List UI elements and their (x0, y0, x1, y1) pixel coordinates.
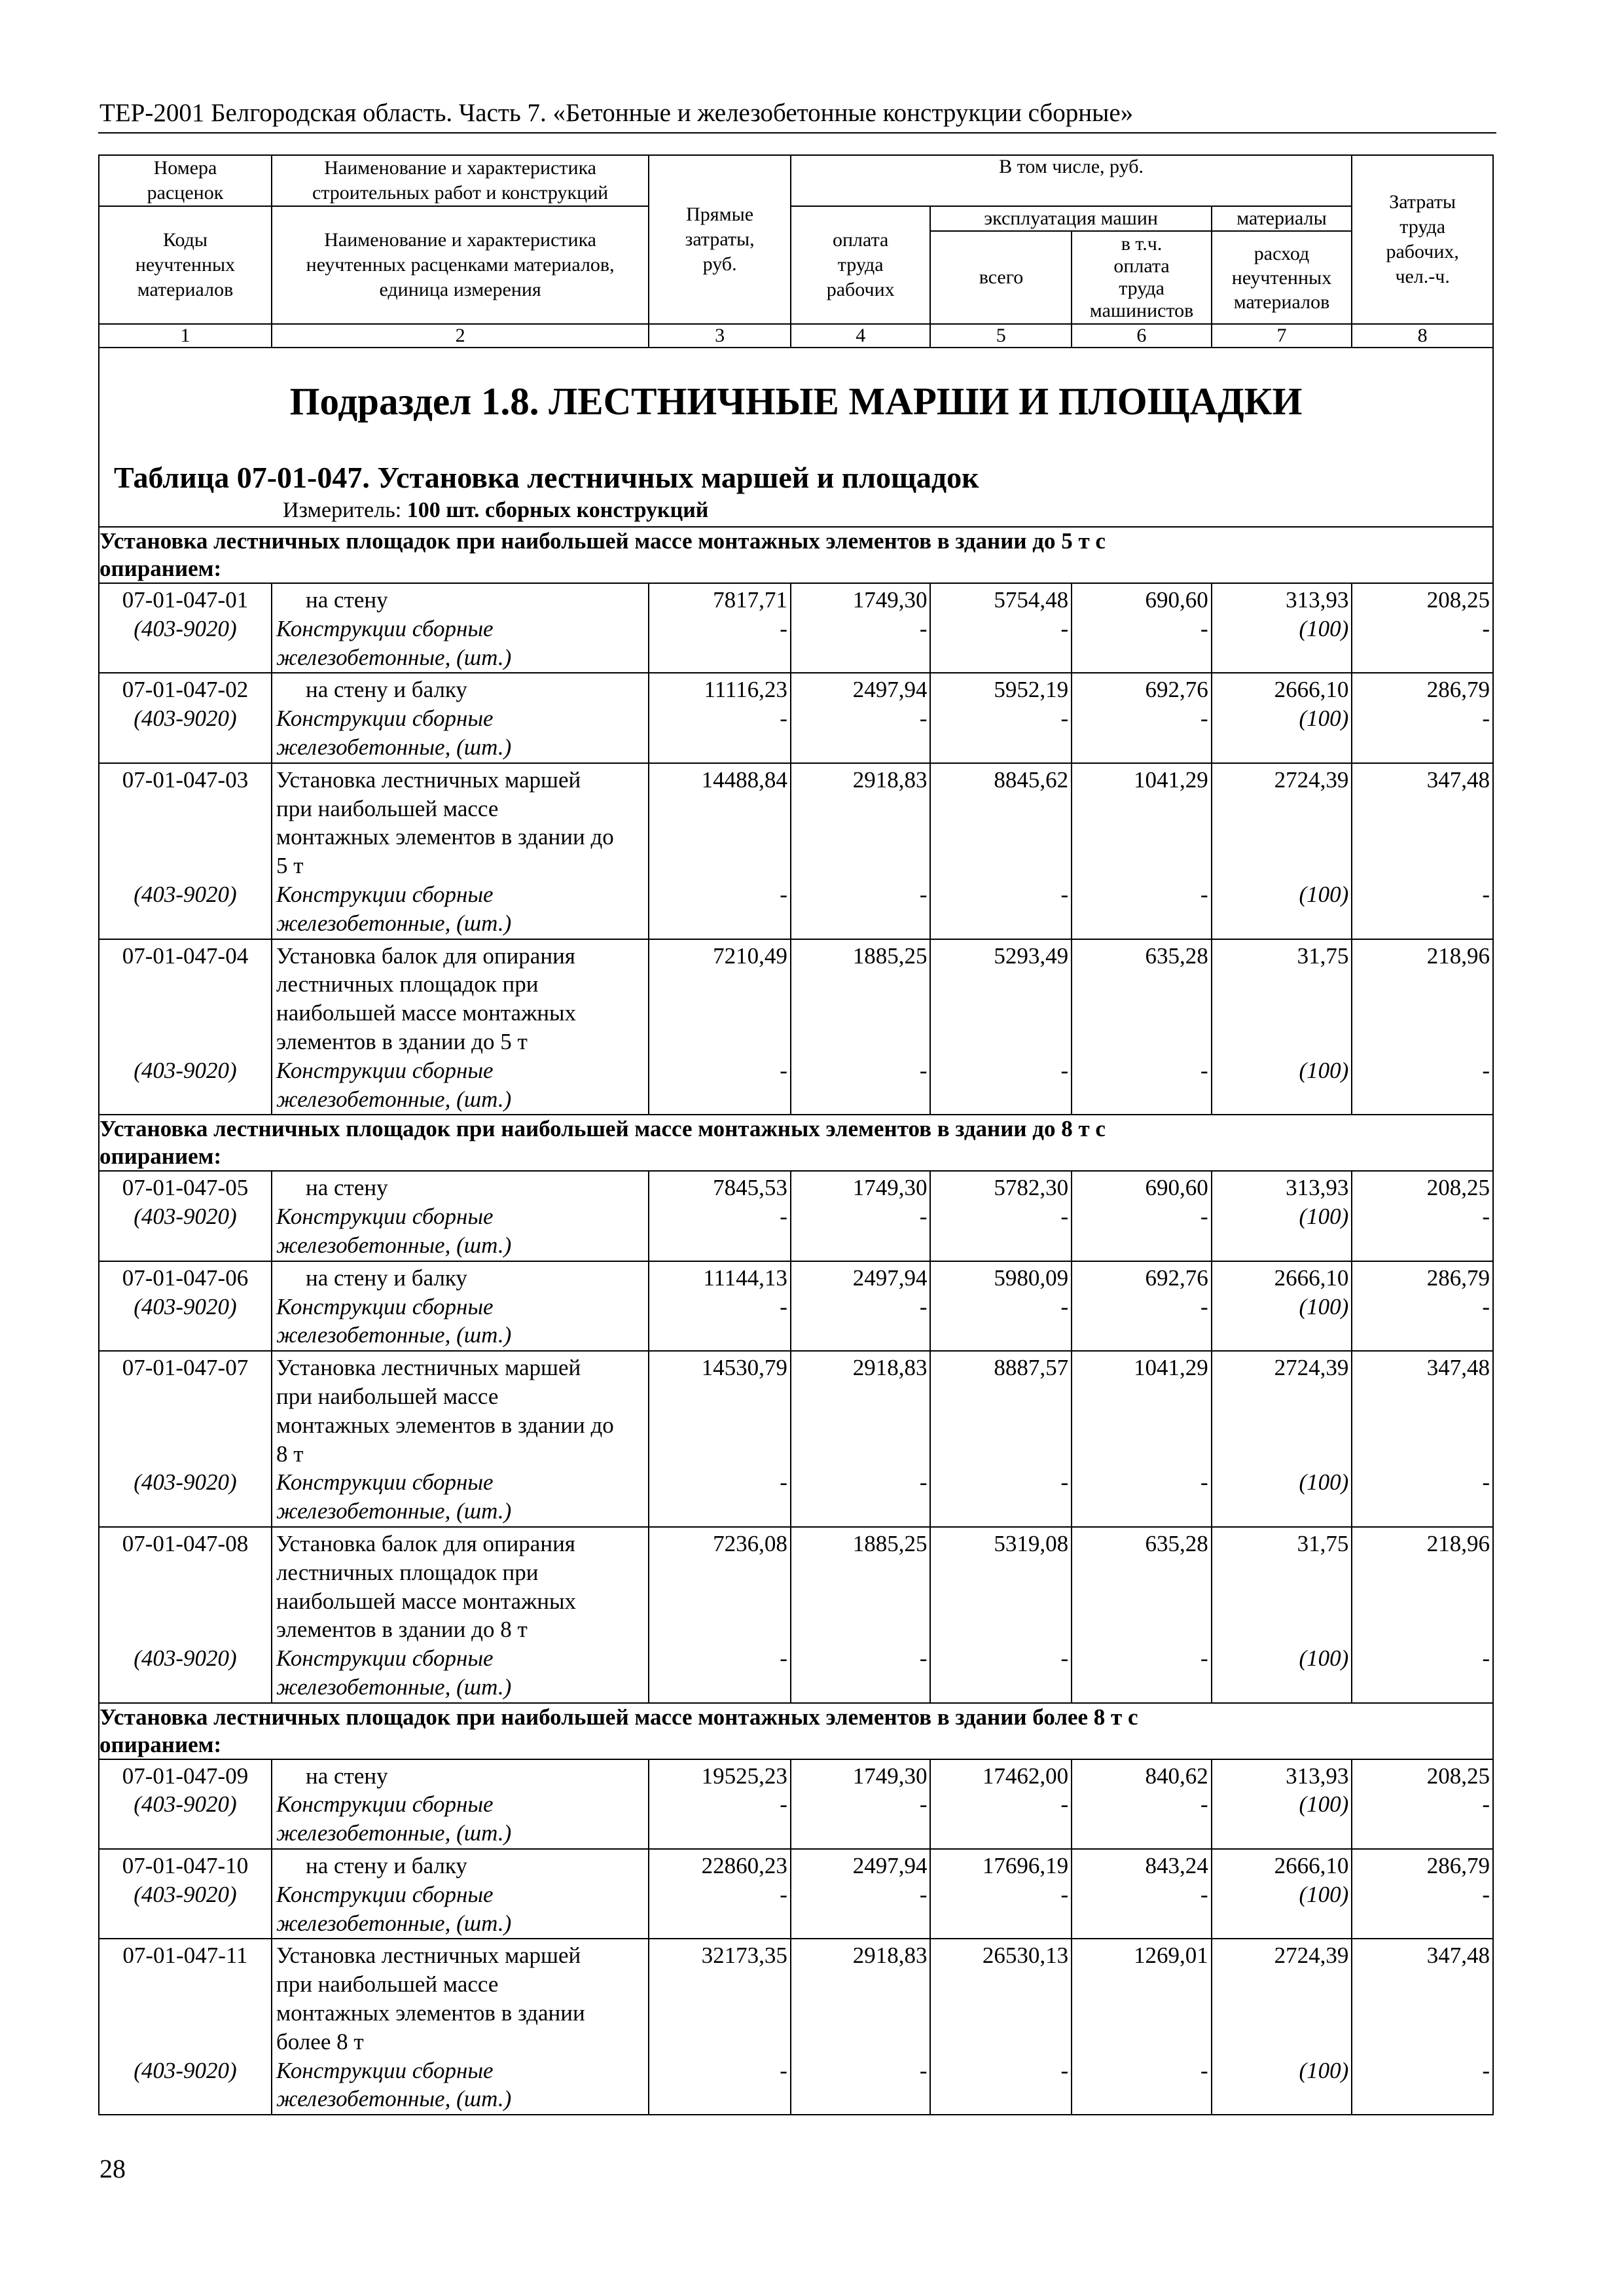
operator-pay-cell: 1269,01 - (1072, 1939, 1212, 2115)
header-including: В том числе, руб. (791, 155, 1352, 206)
materials-cell: 2666,10 (100) (1212, 1849, 1352, 1939)
rate-name-cell: на стену Конструкции сборные железобетонные, (шт.) (272, 1759, 649, 1849)
materials-cell: 31,75 (100) (1212, 1527, 1352, 1703)
labor-hours-cell: 208,25 - (1352, 1171, 1493, 1261)
header-machines-group (930, 206, 1211, 324)
rate-code-cell: 07-01-047-01 (403-9020) (99, 583, 272, 673)
header-material-codes: Коды неучтенных материалов (99, 206, 272, 324)
rate-name-cell: на стену и балку Конструкции сборные железобетонные, (шт.) (272, 1849, 649, 1939)
header-material-names: Наименование и характеристика неучтенных расценками материалов, единица измерения (272, 206, 649, 324)
direct-costs-cell: 11144,13 - (649, 1261, 791, 1351)
column-numbers-row (99, 324, 1493, 348)
machines-total-cell: 8887,57 - (930, 1351, 1072, 1527)
rate-code-cell: 07-01-047-04 (403-9020) (99, 939, 272, 1115)
header-rate-numbers: Номера расценок (99, 155, 272, 206)
rate-row (99, 583, 1493, 673)
materials-cell: 31,75 (100) (1212, 939, 1352, 1115)
header-labor-hours: Затраты труда рабочих, чел.-ч. (1352, 155, 1493, 324)
document-header: ТЕР-2001 Белгородская область. Часть 7. «Бетонные и железобетонные конструкции сборные» (99, 99, 1134, 127)
rate-code-cell: 07-01-047-11 (403-9020) (99, 1939, 272, 2115)
rate-name-cell: Установка балок для опирания лестничных площадок при наибольшей массе монтажных элементов в здании до 8 т Конструкции сборные железобетонные, (шт.) (272, 1527, 649, 1703)
labor-hours-cell: 286,79 - (1352, 1849, 1493, 1939)
materials-cell: 313,93 (100) (1212, 583, 1352, 673)
direct-costs-cell: 7210,49 - (649, 939, 791, 1115)
header-work-name: Наименование и характеристика строительных работ и конструкций (272, 155, 649, 206)
rate-name-cell: на стену Конструкции сборные железобетонные, (шт.) (272, 1171, 649, 1261)
machines-total-cell: 17462,00 - (930, 1759, 1072, 1849)
rate-code-cell: 07-01-047-09 (403-9020) (99, 1759, 272, 1849)
labor-pay-cell: 1749,30 - (791, 1171, 931, 1261)
labor-hours-cell: 286,79 - (1352, 1261, 1493, 1351)
machines-total-cell: 5782,30 - (930, 1171, 1072, 1261)
materials-cell: 2724,39 (100) (1212, 1939, 1352, 2115)
rate-row (99, 1171, 1493, 1261)
column-number: 7 (1212, 324, 1352, 348)
direct-costs-cell: 7236,08 - (649, 1527, 791, 1703)
rate-row (99, 1759, 1493, 1849)
labor-hours-cell: 208,25 - (1352, 1759, 1493, 1849)
rate-row (99, 939, 1493, 1115)
labor-pay-cell: 1885,25 - (791, 1527, 931, 1703)
machines-total-cell: 26530,13 - (930, 1939, 1072, 2115)
labor-hours-cell: 218,96 - (1352, 1527, 1493, 1703)
rate-row (99, 673, 1493, 762)
machines-total-cell: 5293,49 - (930, 939, 1072, 1115)
rate-code-cell: 07-01-047-02 (403-9020) (99, 673, 272, 762)
operator-pay-cell: 690,60 - (1072, 583, 1212, 673)
materials-cell: 2724,39 (100) (1212, 1351, 1352, 1527)
direct-costs-cell: 7817,71 - (649, 583, 791, 673)
subsection-title: Подраздел 1.8. ЛЕСТНИЧНЫЕ МАРШИ И ПЛОЩАДКИ (289, 380, 1303, 423)
rate-row (99, 1939, 1493, 2115)
measure-line: Измеритель: 100 шт. сборных конструкций (283, 498, 709, 522)
direct-costs-cell: 7845,53 - (649, 1171, 791, 1261)
rate-code-cell: 07-01-047-05 (403-9020) (99, 1171, 272, 1261)
rate-code-cell: 07-01-047-06 (403-9020) (99, 1261, 272, 1351)
rate-name-cell: на стену и балку Конструкции сборные железобетонные, (шт.) (272, 1261, 649, 1351)
operator-pay-cell: 635,28 - (1072, 939, 1212, 1115)
header-rule (98, 132, 1496, 134)
column-number: 3 (649, 324, 791, 348)
labor-hours-cell: 347,48 - (1352, 1351, 1493, 1527)
rates-table (98, 154, 1494, 2115)
machines-total-cell: 5952,19 - (930, 673, 1072, 762)
machines-total-cell: 17696,19 - (930, 1849, 1072, 1939)
labor-pay-cell: 2918,83 - (791, 1351, 931, 1527)
labor-hours-cell: 286,79 - (1352, 673, 1493, 762)
labor-pay-cell: 2497,94 - (791, 1849, 931, 1939)
direct-costs-cell: 14530,79 - (649, 1351, 791, 1527)
labor-pay-cell: 2918,83 - (791, 1939, 931, 2115)
labor-hours-cell: 218,96 - (1352, 939, 1493, 1115)
rate-row (99, 1527, 1493, 1703)
rate-row (99, 1351, 1493, 1527)
header-direct-costs: Прямые затраты, руб. (649, 155, 791, 324)
header-labor-pay: оплата труда рабочих (791, 206, 931, 324)
operator-pay-cell: 840,62 - (1072, 1759, 1212, 1849)
labor-pay-cell: 2918,83 - (791, 763, 931, 939)
header-machines: эксплуатация машин (931, 207, 1210, 232)
labor-pay-cell: 1885,25 - (791, 939, 931, 1115)
group-heading: Установка лестничных площадок при наибольшей массе монтажных элементов в здании более 8 т с опиранием: (99, 1703, 1493, 1759)
labor-pay-cell: 2497,94 - (791, 673, 931, 762)
direct-costs-cell: 32173,35 - (649, 1939, 791, 2115)
group-heading: Установка лестничных площадок при наибольшей массе монтажных элементов в здании до 8 т с опиранием: (99, 1115, 1493, 1171)
operator-pay-cell: 690,60 - (1072, 1171, 1212, 1261)
rate-name-cell: на стену Конструкции сборные железобетонные, (шт.) (272, 583, 649, 673)
table-title: Таблица 07-01-047. Установка лестничных маршей и площадок (114, 461, 979, 494)
machines-total-cell: 8845,62 - (930, 763, 1072, 939)
materials-cell: 2666,10 (100) (1212, 673, 1352, 762)
group-heading-row (99, 527, 1493, 583)
group-heading-row (99, 1115, 1493, 1171)
rate-row (99, 1261, 1493, 1351)
header-materials: материалы (1212, 207, 1352, 232)
rate-row (99, 763, 1493, 939)
column-number: 6 (1072, 324, 1212, 348)
labor-pay-cell: 1749,30 - (791, 583, 931, 673)
header-machines-total: всего (931, 232, 1072, 323)
operator-pay-cell: 635,28 - (1072, 1527, 1212, 1703)
rate-code-cell: 07-01-047-08 (403-9020) (99, 1527, 272, 1703)
direct-costs-cell: 19525,23 - (649, 1759, 791, 1849)
operator-pay-cell: 1041,29 - (1072, 1351, 1212, 1527)
column-number: 4 (791, 324, 931, 348)
rate-row (99, 1849, 1493, 1939)
direct-costs-cell: 22860,23 - (649, 1849, 791, 1939)
rate-code-cell: 07-01-047-03 (403-9020) (99, 763, 272, 939)
column-number: 5 (930, 324, 1072, 348)
labor-hours-cell: 347,48 - (1352, 763, 1493, 939)
rate-code-cell: 07-01-047-10 (403-9020) (99, 1849, 272, 1939)
rate-name-cell: Установка лестничных маршей при наибольшей массе монтажных элементов в здании более 8 т Конструкции сборные железобетонные, (шт.) (272, 1939, 649, 2115)
operator-pay-cell: 843,24 - (1072, 1849, 1212, 1939)
rate-name-cell: на стену и балку Конструкции сборные железобетонные, (шт.) (272, 673, 649, 762)
header-materials-group (1212, 206, 1352, 324)
operator-pay-cell: 692,76 - (1072, 1261, 1212, 1351)
header-unaccounted-materials: расход неучтенных материалов (1231, 242, 1332, 313)
column-number: 8 (1352, 324, 1493, 348)
rate-name-cell: Установка лестничных маршей при наибольшей массе монтажных элементов в здании до 5 т Конструкции сборные железобетонные, (шт.) (272, 763, 649, 939)
operator-pay-cell: 1041,29 - (1072, 763, 1212, 939)
group-heading-row (99, 1703, 1493, 1759)
labor-pay-cell: 1749,30 - (791, 1759, 931, 1849)
column-number: 2 (272, 324, 649, 348)
column-number: 1 (99, 324, 272, 348)
rate-code-cell: 07-01-047-07 (403-9020) (99, 1351, 272, 1527)
materials-cell: 2666,10 (100) (1212, 1261, 1352, 1351)
materials-cell: 313,93 (100) (1212, 1171, 1352, 1261)
direct-costs-cell: 14488,84 - (649, 763, 791, 939)
labor-hours-cell: 208,25 - (1352, 583, 1493, 673)
labor-pay-cell: 2497,94 - (791, 1261, 931, 1351)
page-number: 28 (99, 2154, 126, 2183)
rate-name-cell: Установка лестничных маршей при наибольшей массе монтажных элементов в здании до 8 т Конструкции сборные железобетонные, (шт.) (272, 1351, 649, 1527)
machines-total-cell: 5754,48 - (930, 583, 1072, 673)
title-band (99, 348, 1493, 527)
operator-pay-cell: 692,76 - (1072, 673, 1212, 762)
materials-cell: 2724,39 (100) (1212, 763, 1352, 939)
rate-name-cell: Установка балок для опирания лестничных площадок при наибольшей массе монтажных элементов в здании до 5 т Конструкции сборные железобетонные, (шт.) (272, 939, 649, 1115)
machines-total-cell: 5980,09 - (930, 1261, 1072, 1351)
header-operator-pay: в т.ч. оплата труда машинистов (1089, 233, 1194, 321)
direct-costs-cell: 11116,23 - (649, 673, 791, 762)
machines-total-cell: 5319,08 - (930, 1527, 1072, 1703)
labor-hours-cell: 347,48 - (1352, 1939, 1493, 2115)
materials-cell: 313,93 (100) (1212, 1759, 1352, 1849)
group-heading: Установка лестничных площадок при наибольшей массе монтажных элементов в здании до 5 т с опиранием: (99, 527, 1493, 583)
